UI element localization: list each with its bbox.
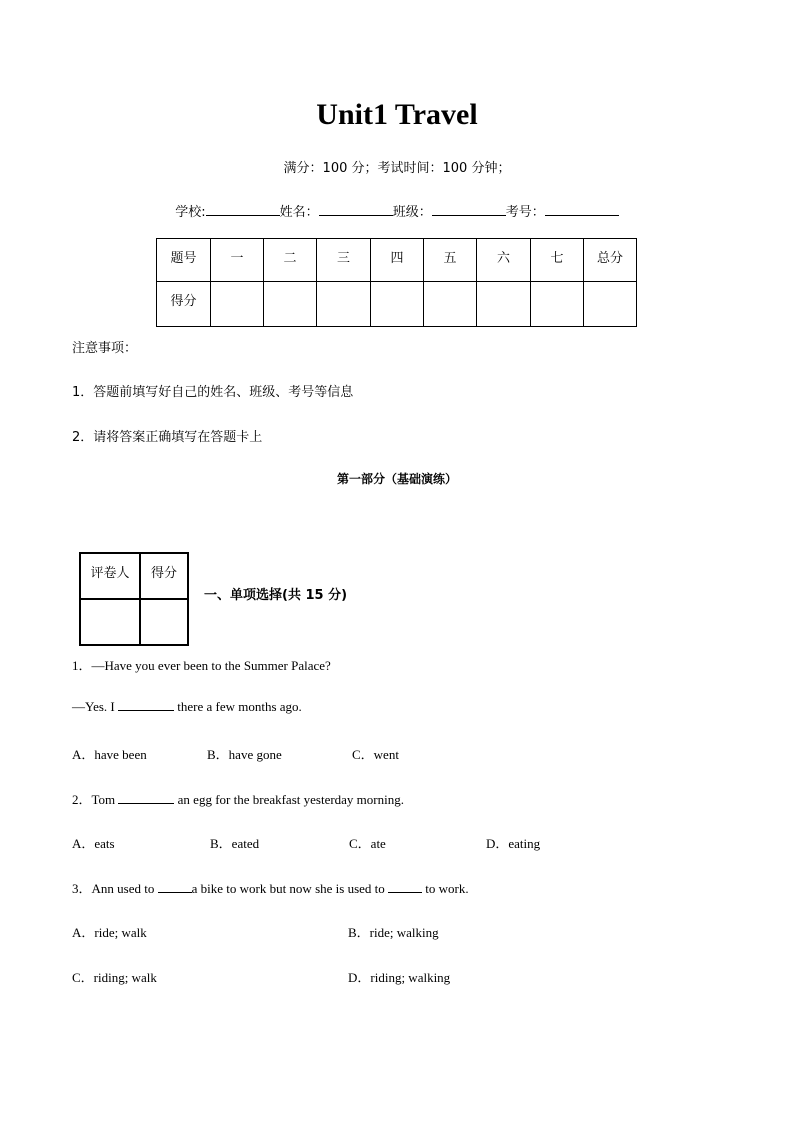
note-item: 1．答题前填写好自己的姓名、班级、考号等信息 [72,385,354,400]
score-header-cell: 二 [264,239,317,282]
score-header-cell: 题号 [157,239,211,282]
question-2-post: an egg for the breakfast yesterday morning. [177,792,404,807]
number-label: 考号： [505,205,545,220]
page-title: Unit1 Travel [316,98,478,131]
score-cell[interactable] [424,282,477,327]
name-label: 姓名： [279,205,319,220]
score-cell[interactable] [371,282,424,327]
option-c[interactable]: C．went [352,747,399,762]
score-header-cell: 三 [317,239,371,282]
notes-title: 注意事项： [72,341,138,356]
grader-table [79,552,189,646]
school-field[interactable] [206,203,280,216]
class-field[interactable] [432,203,506,216]
option-b[interactable]: B．have gone [207,747,282,762]
name-field[interactable] [319,203,393,216]
question-2-blank[interactable] [118,792,174,804]
score-header-cell: 五 [424,239,477,282]
question-3-blank-2[interactable] [388,881,422,893]
question-3-post: to work. [425,881,469,896]
option-b[interactable]: B．ride; walking [348,925,439,940]
grader-cell[interactable] [80,599,140,645]
score-header-cell: 总分 [584,239,637,282]
score-cell[interactable] [317,282,371,327]
question-2-stem [72,789,404,808]
number-field[interactable] [545,203,619,216]
question-1-reply [72,699,302,715]
question-1-reply-pre: —Yes. I [72,699,115,714]
question-2-pre: 2．Tom [72,792,116,807]
score-cell[interactable] [264,282,317,327]
option-b[interactable]: B．eated [210,836,260,851]
option-a[interactable]: A．eats [72,836,115,851]
score-cell[interactable] [211,282,264,327]
grader-score-cell[interactable] [140,599,188,645]
exam-meta: 满分：100 分；考试时间：100 分钟； [283,161,511,176]
option-d[interactable]: D．eating [486,836,541,851]
score-cell[interactable] [531,282,584,327]
score-cell[interactable] [477,282,531,327]
option-c[interactable]: C．riding; walk [72,970,157,985]
score-table [156,238,637,327]
section-heading: 一、单项选择(共 15 分) [204,588,348,603]
option-a[interactable]: A．have been [72,747,147,762]
question-1-stem: 1．—Have you ever been to the Summer Palace? [72,658,331,673]
score-row-label: 得分 [157,282,211,327]
question-3-mid: a bike to work but now she is used to [191,881,385,896]
option-a[interactable]: A．ride; walk [72,925,147,940]
score-header-row [157,239,637,282]
score-header-cell: 六 [477,239,531,282]
grader-label: 评卷人 [80,553,140,599]
score-value-row [157,282,637,327]
question-3-stem [72,878,469,897]
grader-score-label: 得分 [140,553,188,599]
question-1-blank[interactable] [118,699,174,711]
question-3-blank-1[interactable] [158,881,192,893]
note-item: 2．请将答案正确填写在答题卡上 [72,430,263,445]
question-1-reply-post: there a few months ago. [177,699,302,714]
school-label: 学校: [175,205,206,220]
score-header-cell: 一 [211,239,264,282]
part-heading: 第一部分（基础演练） [336,472,457,486]
score-header-cell: 四 [371,239,424,282]
student-info-line [0,201,794,220]
class-label: 班级： [392,205,432,220]
question-3-pre: 3．Ann used to [72,881,155,896]
option-d[interactable]: D．riding; walking [348,970,451,985]
option-c[interactable]: C．ate [349,836,386,851]
score-header-cell: 七 [531,239,584,282]
score-cell[interactable] [584,282,637,327]
